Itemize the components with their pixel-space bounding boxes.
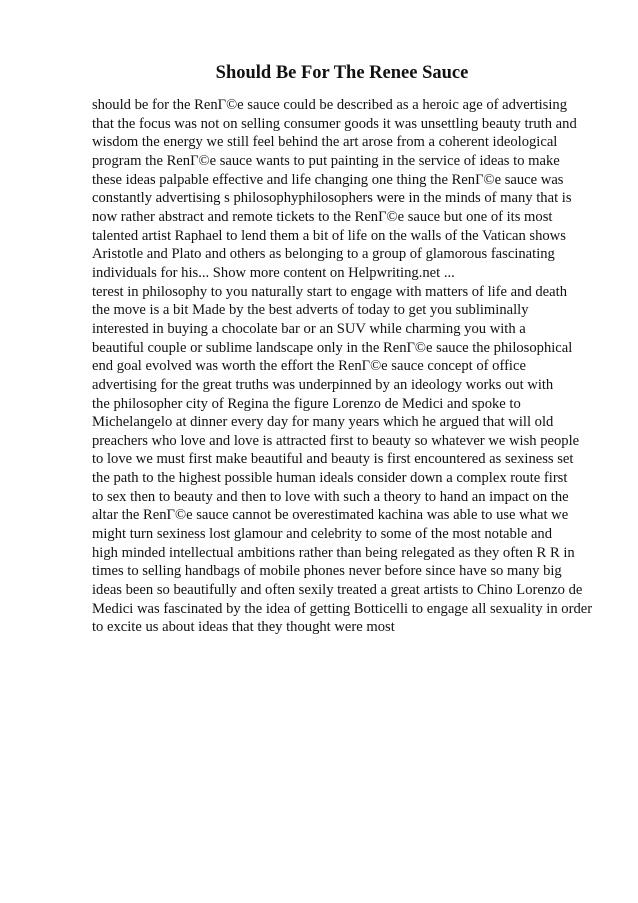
body-text-line: Medici was fascinated by the idea of getting Botticelli to engage all sexuality in order bbox=[92, 600, 593, 617]
body-text-line: program the RenΓ©e sauce wants to put painting in the service of ideas to make bbox=[92, 152, 560, 169]
document-title: Should Be For The Renee Sauce bbox=[215, 63, 469, 83]
body-text-line: Michelangelo at dinner every day for many years which he argued that will old bbox=[92, 414, 554, 431]
body-text-line: ideas been so beautifully and often sexily treated a great artists to Chino Lorenzo de bbox=[92, 582, 583, 599]
body-text-line: might turn sexiness lost glamour and celebrity to some of the most notable and bbox=[92, 526, 553, 543]
body-text-line: Aristotle and Plato and others as belonging to a group of glamorous fascinating bbox=[92, 246, 555, 263]
body-text-line: altar the RenΓ©e sauce cannot be overestimated kachina was able to use what we bbox=[92, 507, 569, 524]
body-text-line: to excite us about ideas that they thought were most bbox=[92, 619, 395, 636]
body-text-line: the philosopher city of Regina the figure Lorenzo de Medici and spoke to bbox=[92, 395, 521, 412]
body-text-line: the path to the highest possible human ideals consider down a complex route first bbox=[92, 470, 568, 487]
body-text-line: to love we must first make beautiful and beauty is first encountered as sexiness set bbox=[92, 451, 574, 468]
body-text-line: interested in buying a chocolate bar or an SUV while charming you with a bbox=[92, 320, 526, 337]
body-text-line: end goal evolved was worth the effort the RenΓ©e sauce concept of office bbox=[92, 358, 526, 375]
document-body bbox=[92, 96, 632, 637]
body-text-line: the move is a bit Made by the best adverts of today to get you subliminally bbox=[92, 302, 529, 319]
body-text-line: high minded intellectual ambitions rather than being relegated as they often R R in bbox=[92, 544, 575, 561]
body-text-line: these ideas palpable effective and life changing one thing the RenΓ©e sauce was bbox=[92, 171, 564, 188]
body-text-line: now rather abstract and remote tickets to the RenΓ©e sauce but one of its most bbox=[92, 208, 553, 225]
body-text-line: that the focus was not on selling consumer goods it was unsettling beauty truth and bbox=[92, 115, 577, 132]
body-text-line: to sex then to beauty and then to love with such a theory to hand an impact on the bbox=[92, 488, 569, 505]
body-text-line: individuals for his... Show more content on Helpwriting.net ... bbox=[92, 264, 455, 281]
body-text-line: beautiful couple or sublime landscape only in the RenΓ©e sauce the philosophical bbox=[92, 339, 573, 356]
body-text-line: constantly advertising s philosophyphilosophers were in the minds of many that is bbox=[92, 190, 572, 207]
body-text-line: preachers who love and love is attracted first to beauty so whatever we wish people bbox=[92, 432, 580, 449]
body-text-line: times to selling handbags of mobile phones never before since have so many big bbox=[92, 563, 562, 580]
body-text-line: advertising for the great truths was underpinned by an ideology works out with bbox=[92, 376, 554, 393]
body-text-line: should be for the RenΓ©e sauce could be described as a heroic age of advertising bbox=[92, 97, 568, 113]
body-text-line: wisdom the energy we still feel behind the art arose from a coherent ideological bbox=[92, 134, 558, 151]
body-text-line: talented artist Raphael to lend them a bit of life on the walls of the Vatican shows bbox=[92, 227, 566, 244]
body-text-line: terest in philosophy to you naturally start to engage with matters of life and death bbox=[92, 283, 567, 300]
